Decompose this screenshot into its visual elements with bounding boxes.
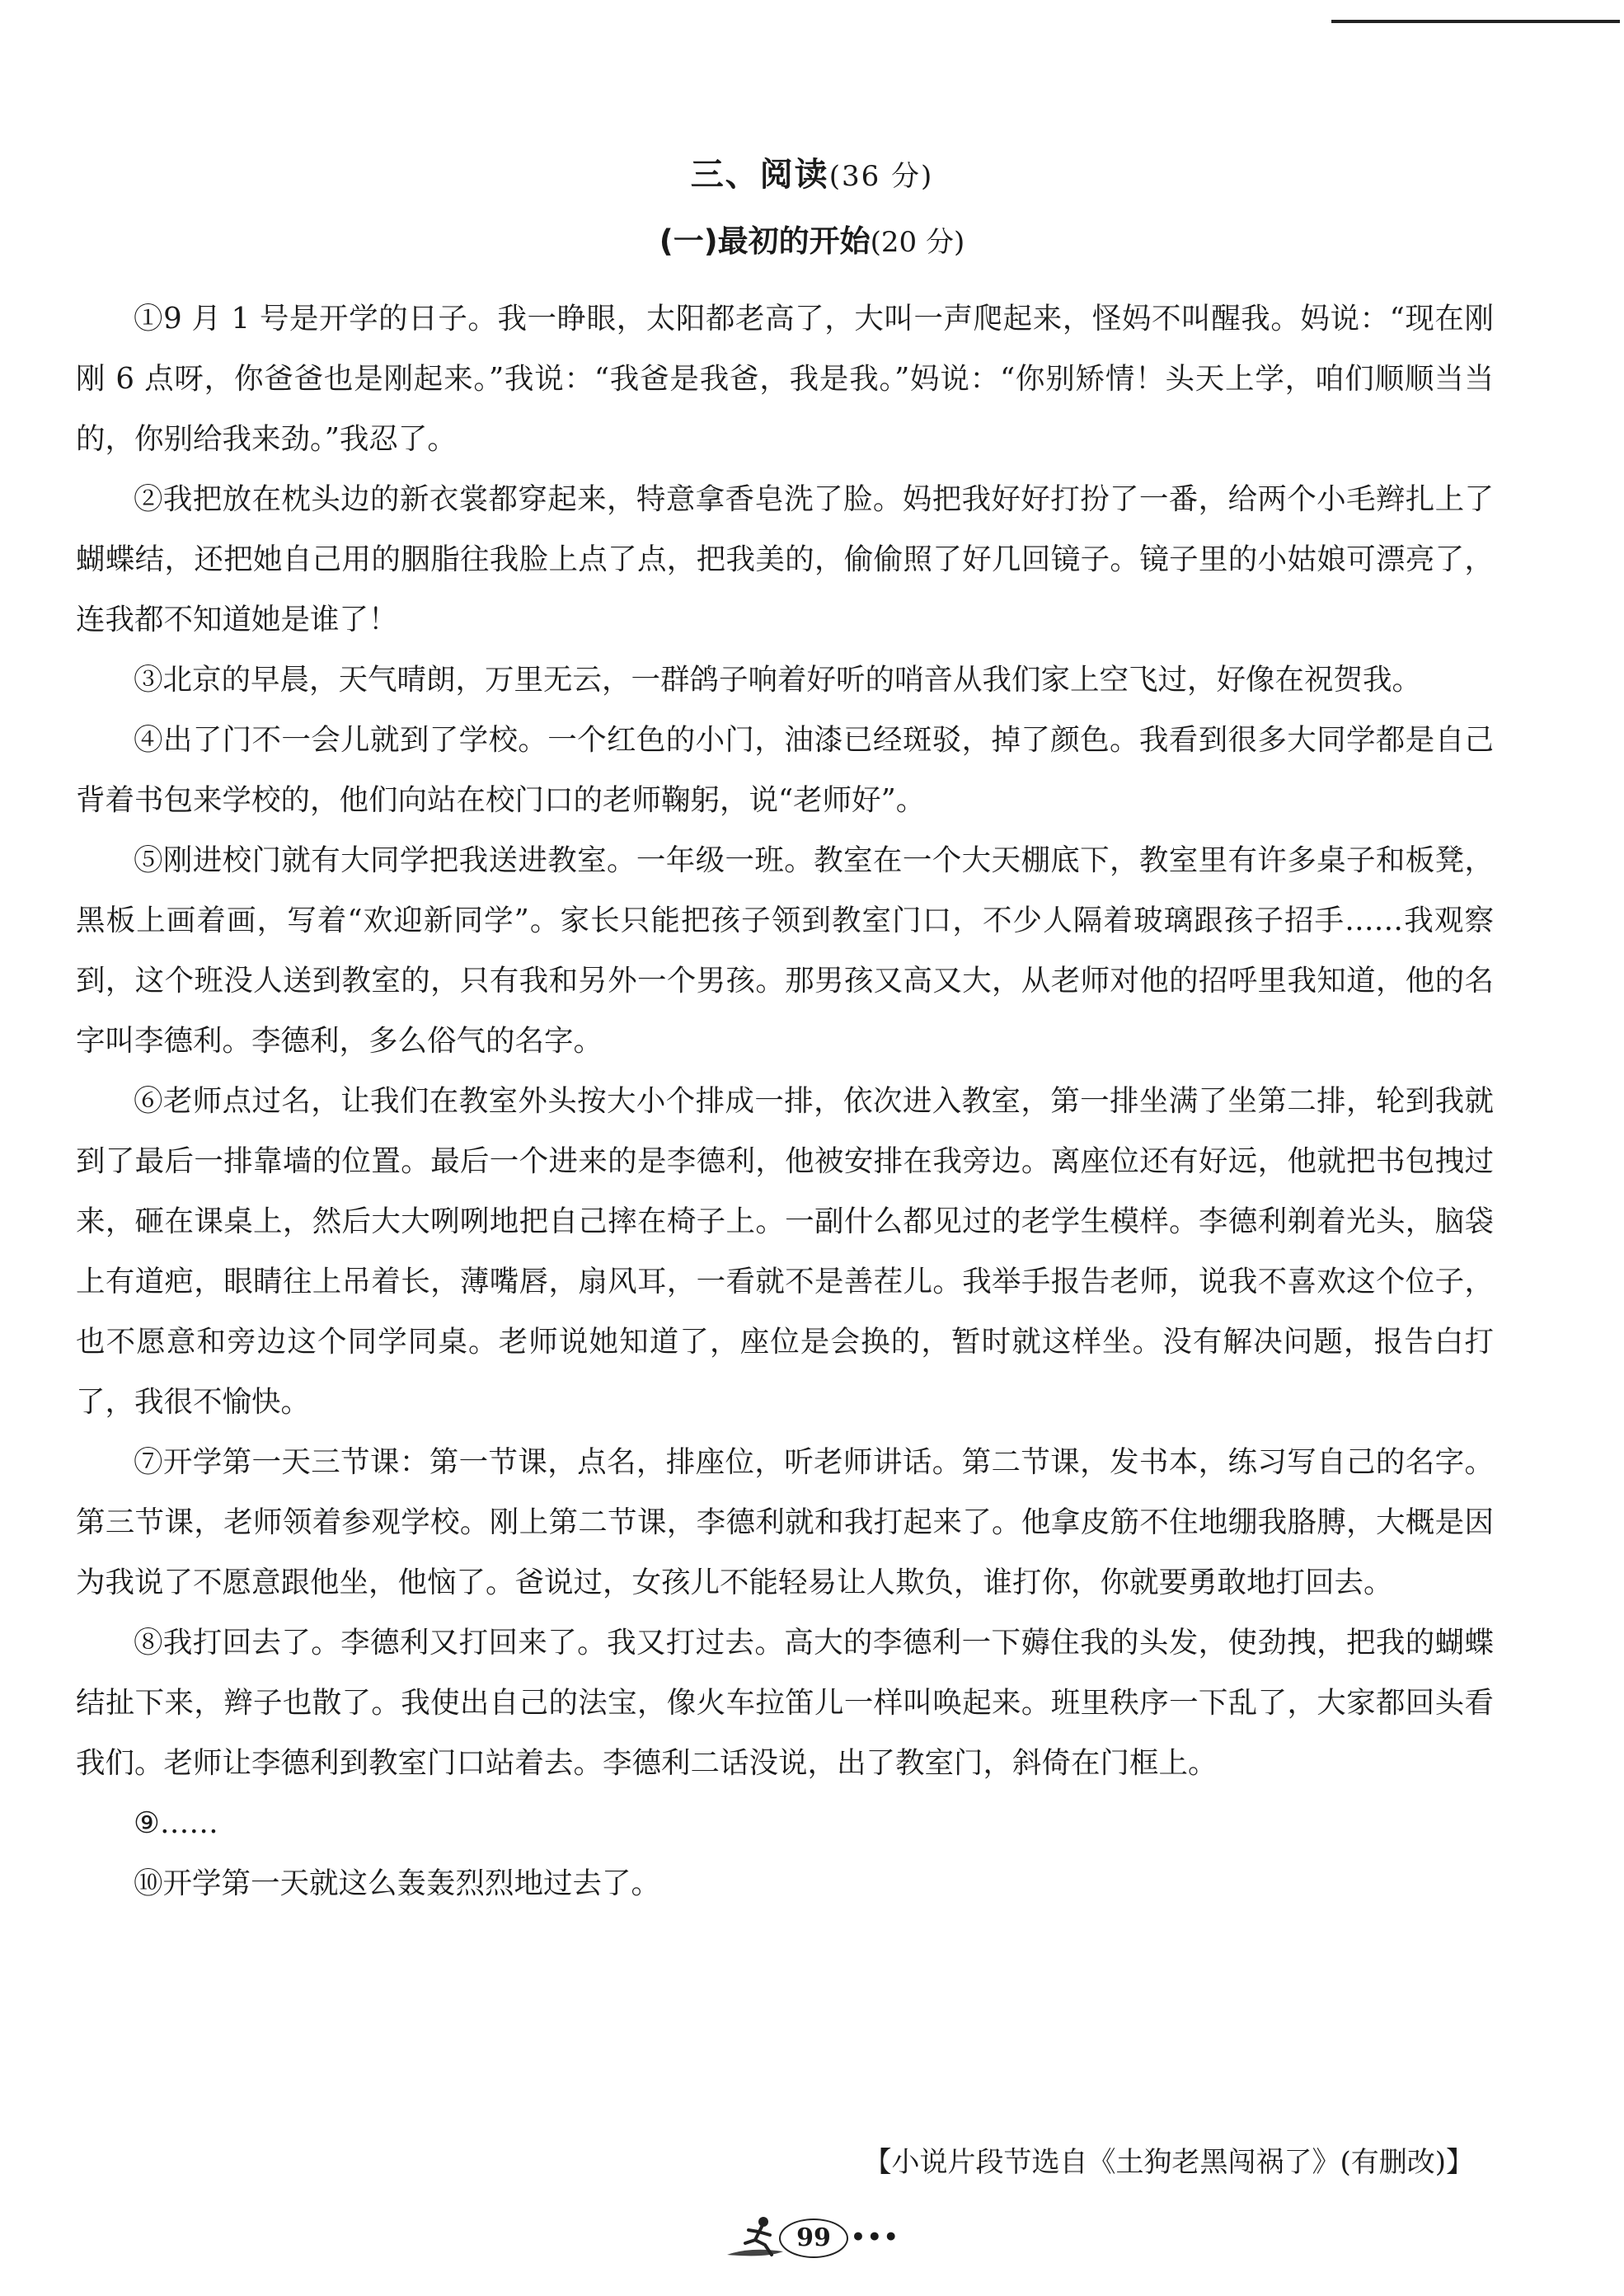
article-score: (20 分): [870, 226, 965, 259]
paragraph-1: ①9 月 1 号是开学的日子。我一睁眼，太阳都老高了，大叫一声爬起来，怪妈不叫醒我。妈说：“现在刚刚 6 点呀，你爸爸也是刚起来。”我说：“我爸是我爸，我是我。”妈说：“你别矫情！头天上学，咱们顺顺当当的，你别给我来劲。”我忍了。: [76, 302, 1494, 456]
article-body: [76, 289, 1494, 1913]
paragraph-5: ⑤刚进校门就有大同学把我送进教室。一年级一班。教室在一个大天棚底下，教室里有许多桌子和板凳，黑板上画着画，写着“欢迎新同学”。家长只能把孩子领到教室门口，不少人隔着玻璃跟孩子招手……我观察到，这个班没人送到教室的，只有我和另外一个男孩。那男孩又高又大，从老师对他的招呼里我知道，他的名字叫李德利。李德利，多么俗气的名字。: [76, 843, 1494, 1058]
paragraph-2: ②我把放在枕头边的新衣裳都穿起来，特意拿香皂洗了脸。妈把我好好打扮了一番，给两个小毛辫扎上了蝴蝶结，还把她自己用的胭脂往我脸上点了点，把我美的，偷偷照了好几回镜子。镜子里的小姑娘可漂亮了，连我都不知道她是谁了！: [76, 482, 1494, 636]
section-label: 三、阅读: [690, 156, 829, 194]
page-dots: •••: [851, 2223, 900, 2251]
paragraph-10: ⑩开学第一天就这么轰轰烈烈地过去了。: [134, 1866, 661, 1900]
page-number: 99: [779, 2219, 848, 2258]
article-label: (一)最初的开始: [659, 223, 871, 259]
article-title: [0, 216, 1624, 261]
paragraph-9: ⑨……: [134, 1806, 218, 1840]
paragraph-7: ⑦开学第一天三节课：第一节课，点名，排座位，听老师讲话。第二节课，发书本，练习写自己的名字。第三节课，老师领着参观学校。刚上第二节课，李德利就和我打起来了。他拿皮筋不住地绷我胳膊，大概是因为我说了不愿意跟他坐，他恼了。爸说过，女孩儿不能轻易让人欺负，谁打你，你就要勇敢地打回去。: [76, 1445, 1494, 1599]
paragraph-4: ④出了门不一会儿就到了学校。一个红色的小门，油漆已经斑驳，掉了颜色。我看到很多大同学都是自己背着书包来学校的，他们向站在校门口的老师鞠躬，说“老师好”。: [76, 723, 1494, 817]
top-rule: [1331, 20, 1620, 23]
paragraph-3: ③北京的早晨，天气晴朗，万里无云，一群鸽子响着好听的哨音从我们家上空飞过，好像在祝贺我。: [134, 663, 1422, 697]
section-score: (36 分): [828, 160, 934, 193]
section-title: [0, 148, 1624, 195]
source-note: 【小说片段节选自《土狗老黑闯祸了》(有删改)】: [863, 2146, 1474, 2179]
paragraph-8: ⑧我打回去了。李德利又打回来了。我又打过去。高大的李德利一下薅住我的头发，使劲拽，把我的蝴蝶结扯下来，辫子也散了。我使出自己的法宝，像火车拉笛儿一样叫唤起来。班里秩序一下乱了，大家都回头看我们。老师让李德利到教室门口站着去。李德利二话没说，出了教室门，斜倚在门框上。: [76, 1626, 1494, 1780]
page-footer: [0, 2214, 1624, 2271]
paragraph-6: ⑥老师点过名，让我们在教室外头按大小个排成一排，依次进入教室，第一排坐满了坐第二排，轮到我就到了最后一排靠墙的位置。最后一个进来的是李德利，他被安排在我旁边。离座位还有好远，他就把书包拽过来，砸在课桌上，然后大大咧咧地把自己摔在椅子上。一副什么都见过的老学生模样。李德利剃着光头，脑袋上有道疤，眼睛往上吊着长，薄嘴唇，扇风耳，一看就不是善茬儿。我举手报告老师，说我不喜欢这个位子，也不愿意和旁边这个同学同桌。老师说她知道了，座位是会换的，暂时就这样坐。没有解决问题，报告白打了，我很不愉快。: [76, 1084, 1494, 1419]
